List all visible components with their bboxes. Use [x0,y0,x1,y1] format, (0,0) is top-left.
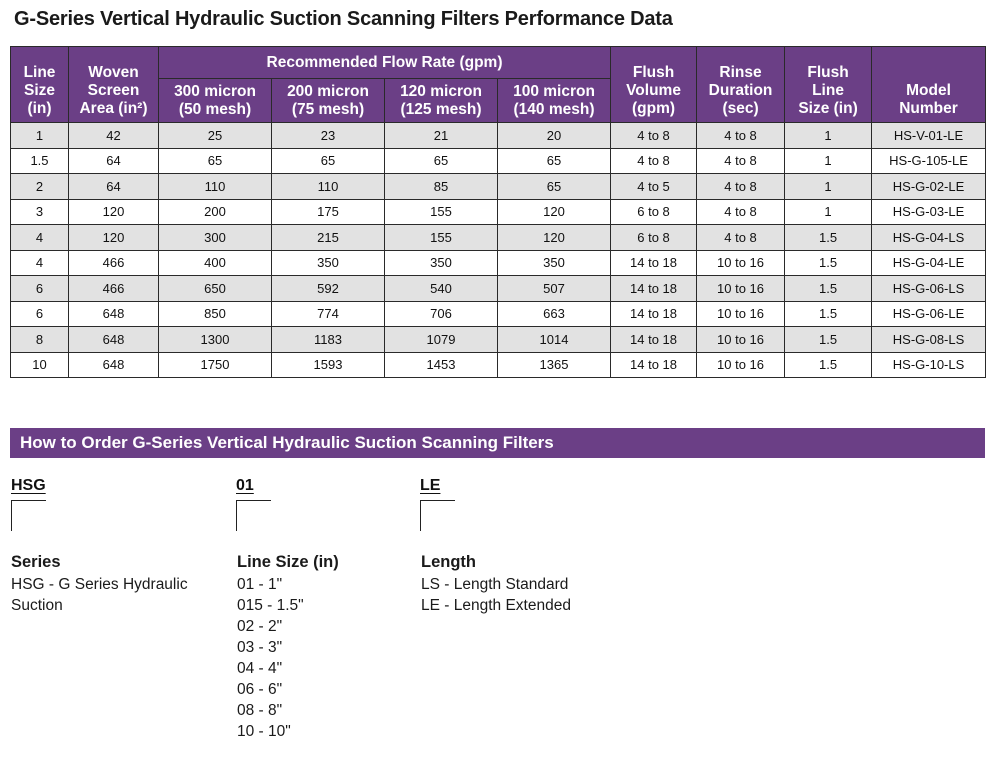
cell-line-size: 3 [11,199,69,225]
cell-flow-300: 300 [159,225,272,251]
cell-screen-area: 648 [69,301,159,327]
header-rinse-duration: Rinse Duration (sec) [697,47,785,123]
cell-flush-line-size: 1.5 [785,301,872,327]
header-flush-volume: Flush Volume (gpm) [611,47,697,123]
cell-flush-line-size: 1 [785,199,872,225]
code-series [11,477,46,495]
cell-line-size: 4 [11,250,69,276]
table-row [11,225,986,251]
cell-flush-line-size: 1 [785,123,872,149]
cell-screen-area: 648 [69,352,159,378]
cell-flush-volume: 14 to 18 [611,276,697,302]
cell-model-number: HS-G-03-LE [872,199,986,225]
cell-flow-120: 155 [385,225,498,251]
line-size-column [237,552,339,742]
cell-flow-120: 706 [385,301,498,327]
cell-flush-volume: 14 to 18 [611,250,697,276]
order-section-heading: How to Order G-Series Vertical Hydraulic Suction Scanning Filters [10,428,985,458]
series-heading: Series [11,553,61,571]
cell-flow-300: 850 [159,301,272,327]
cell-flow-200: 110 [272,174,385,200]
code-length [420,477,440,495]
cell-screen-area: 64 [69,174,159,200]
cell-flush-line-size: 1.5 [785,276,872,302]
code-line-size-text: 01 [236,477,254,494]
cell-flow-100: 1365 [498,352,611,378]
table-row [11,352,986,378]
cell-screen-area: 648 [69,327,159,353]
cell-line-size: 4 [11,225,69,251]
cell-rinse-duration: 4 to 8 [697,174,785,200]
cell-model-number: HS-G-06-LS [872,276,986,302]
table-row [11,301,986,327]
cell-flush-line-size: 1.5 [785,327,872,353]
cell-screen-area: 42 [69,123,159,149]
length-bracket [420,500,455,531]
performance-table-body [11,123,986,378]
header-120-micron: 120 micron (125 mesh) [385,79,498,123]
cell-flush-line-size: 1.5 [785,250,872,276]
line-size-option: 08 - 8" [237,702,283,719]
cell-line-size: 8 [11,327,69,353]
cell-flow-120: 1079 [385,327,498,353]
cell-flow-120: 350 [385,250,498,276]
cell-line-size: 6 [11,276,69,302]
cell-flush-volume: 6 to 8 [611,199,697,225]
cell-flow-120: 65 [385,148,498,174]
cell-flow-200: 215 [272,225,385,251]
table-row [11,199,986,225]
cell-flush-volume: 6 to 8 [611,225,697,251]
line-size-option: 04 - 4" [237,660,283,677]
code-line-size [236,477,254,495]
header-flow-rate-group: Recommended Flow Rate (gpm) [159,47,611,79]
cell-model-number: HS-V-01-LE [872,123,986,149]
cell-flow-200: 350 [272,250,385,276]
cell-flush-volume: 4 to 8 [611,148,697,174]
cell-flow-300: 400 [159,250,272,276]
cell-flow-200: 1593 [272,352,385,378]
cell-flow-200: 65 [272,148,385,174]
cell-flow-300: 25 [159,123,272,149]
line-size-bracket [236,500,271,531]
length-column [421,552,571,616]
length-option: LE - Length Extended [421,597,571,614]
cell-flush-line-size: 1.5 [785,225,872,251]
header-300-micron: 300 micron (50 mesh) [159,79,272,123]
table-row [11,276,986,302]
code-series-text: HSG [11,477,46,494]
cell-flush-line-size: 1.5 [785,352,872,378]
cell-rinse-duration: 10 to 16 [697,276,785,302]
cell-line-size: 6 [11,301,69,327]
cell-flush-volume: 14 to 18 [611,327,697,353]
series-line: Suction [11,597,63,614]
cell-flush-volume: 14 to 18 [611,301,697,327]
cell-flow-300: 1750 [159,352,272,378]
cell-flow-120: 85 [385,174,498,200]
table-row [11,250,986,276]
cell-flow-200: 175 [272,199,385,225]
header-200-micron: 200 micron (75 mesh) [272,79,385,123]
cell-rinse-duration: 10 to 16 [697,352,785,378]
cell-flow-200: 23 [272,123,385,149]
line-size-heading: Line Size (in) [237,553,339,571]
cell-flow-100: 350 [498,250,611,276]
cell-rinse-duration: 10 to 16 [697,250,785,276]
cell-rinse-duration: 10 to 16 [697,301,785,327]
cell-rinse-duration: 4 to 8 [697,148,785,174]
cell-model-number: HS-G-08-LS [872,327,986,353]
cell-flow-120: 21 [385,123,498,149]
line-size-option: 03 - 3" [237,639,283,656]
length-heading: Length [421,553,476,571]
cell-screen-area: 120 [69,199,159,225]
line-size-option: 10 - 10" [237,723,291,740]
table-row [11,148,986,174]
cell-model-number: HS-G-04-LS [872,225,986,251]
cell-model-number: HS-G-105-LE [872,148,986,174]
table-row [11,123,986,149]
cell-flush-volume: 14 to 18 [611,352,697,378]
cell-line-size: 2 [11,174,69,200]
code-length-text: LE [420,477,441,494]
cell-line-size: 10 [11,352,69,378]
cell-rinse-duration: 4 to 8 [697,123,785,149]
line-size-option: 02 - 2" [237,618,283,635]
line-size-option: 015 - 1.5" [237,597,304,614]
cell-rinse-duration: 10 to 16 [697,327,785,353]
header-line-size: Line Size (in) [11,47,69,123]
cell-flow-300: 65 [159,148,272,174]
cell-flow-100: 120 [498,225,611,251]
cell-flow-100: 20 [498,123,611,149]
cell-model-number: HS-G-10-LS [872,352,986,378]
cell-flow-300: 650 [159,276,272,302]
cell-flow-120: 540 [385,276,498,302]
series-bracket [11,500,46,531]
page-title: G-Series Vertical Hydraulic Suction Scanning Filters Performance Data [14,8,673,30]
table-row [11,327,986,353]
cell-flow-200: 1183 [272,327,385,353]
header-screen-area: Woven Screen Area (in²) [69,47,159,123]
cell-flow-200: 774 [272,301,385,327]
cell-screen-area: 120 [69,225,159,251]
cell-flow-100: 663 [498,301,611,327]
cell-flow-100: 65 [498,174,611,200]
cell-flow-100: 65 [498,148,611,174]
cell-flow-200: 592 [272,276,385,302]
cell-flow-300: 110 [159,174,272,200]
cell-flow-120: 155 [385,199,498,225]
line-size-option: 01 - 1" [237,576,283,593]
header-model-number: Model Number [872,47,986,123]
cell-flow-100: 1014 [498,327,611,353]
cell-flow-300: 200 [159,199,272,225]
header-flush-line-size: Flush Line Size (in) [785,47,872,123]
cell-screen-area: 466 [69,250,159,276]
cell-model-number: HS-G-06-LE [872,301,986,327]
cell-flush-volume: 4 to 5 [611,174,697,200]
cell-flush-volume: 4 to 8 [611,123,697,149]
cell-line-size: 1 [11,123,69,149]
cell-line-size: 1.5 [11,148,69,174]
header-100-micron: 100 micron (140 mesh) [498,79,611,123]
cell-screen-area: 64 [69,148,159,174]
cell-flush-line-size: 1 [785,148,872,174]
cell-model-number: HS-G-04-LE [872,250,986,276]
series-column [11,552,188,616]
performance-table [10,46,986,378]
length-option: LS - Length Standard [421,576,569,593]
cell-rinse-duration: 4 to 8 [697,225,785,251]
line-size-option: 06 - 6" [237,681,283,698]
cell-model-number: HS-G-02-LE [872,174,986,200]
table-row [11,174,986,200]
series-line: HSG - G Series Hydraulic [11,576,188,593]
cell-rinse-duration: 4 to 8 [697,199,785,225]
cell-screen-area: 466 [69,276,159,302]
cell-flow-100: 507 [498,276,611,302]
cell-flow-120: 1453 [385,352,498,378]
cell-flow-300: 1300 [159,327,272,353]
cell-flush-line-size: 1 [785,174,872,200]
cell-flow-100: 120 [498,199,611,225]
